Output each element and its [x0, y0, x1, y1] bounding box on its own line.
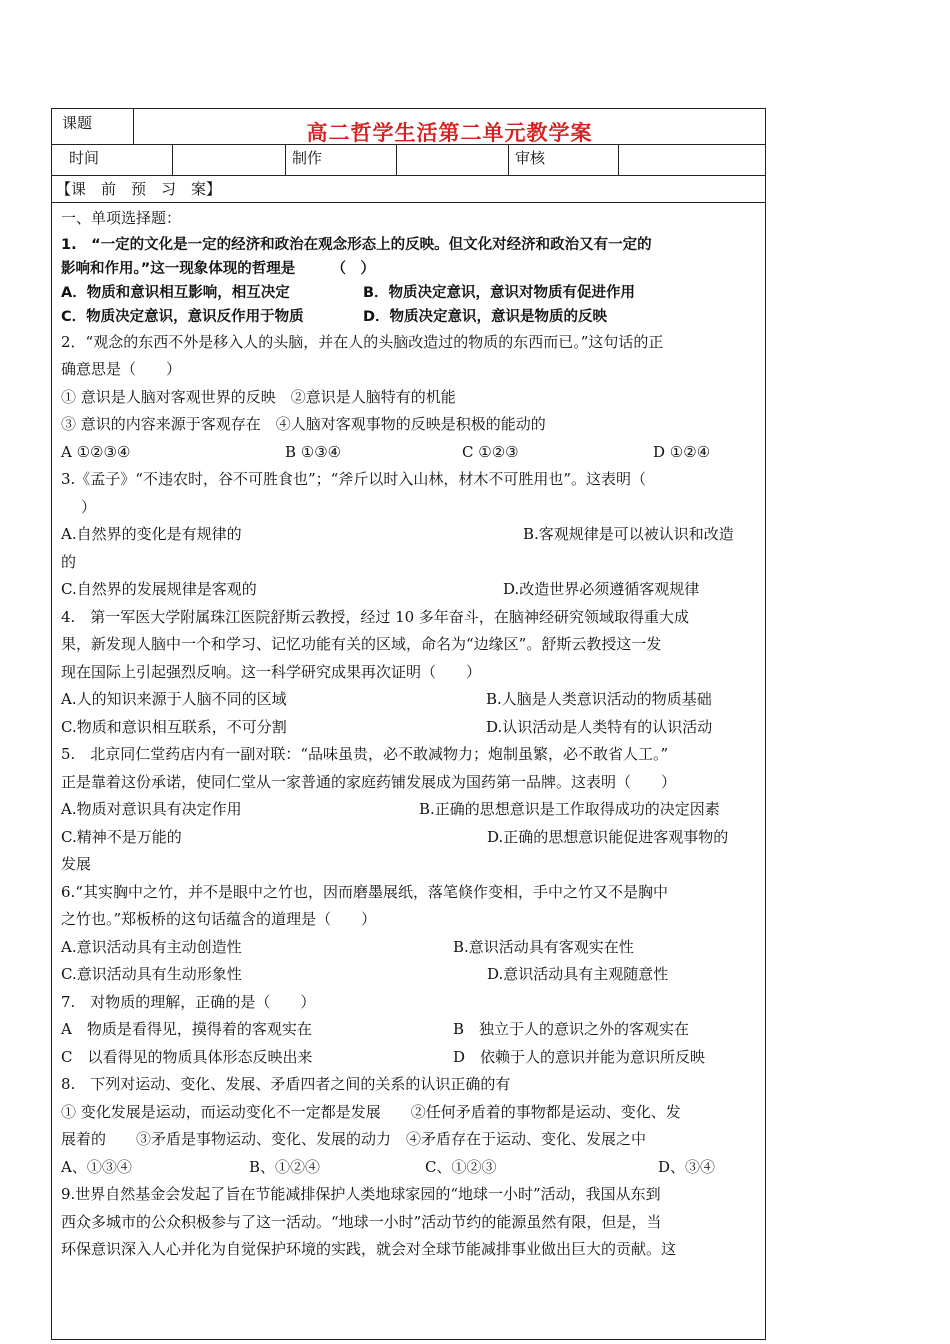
make-label: 制作 [292, 149, 323, 167]
q7-option-c: C 以看得见的物质具体形态反映出来 [61, 1047, 313, 1066]
col-divider [396, 144, 397, 175]
col-divider [172, 144, 173, 175]
q4-option-c: C.物质和意识相互联系，不可分割 [61, 717, 287, 736]
q1-option-b: B．物质决定意识，意识对物质有促进作用 [363, 284, 636, 301]
q8-option-b: B、①②④ [249, 1157, 321, 1176]
q4-option-a: A.人的知识来源于人脑不同的区域 [61, 690, 287, 708]
q6-option-c: C.意识活动具有生动形象性 [61, 965, 242, 983]
q1-options-ab [61, 281, 761, 305]
section-heading: 【课 前 预 习 案】 [56, 180, 222, 198]
q5-option-b: B.正确的思想意识是工作取得成功的决定因素 [419, 800, 720, 818]
q2-option-c: C ①②③ [462, 442, 519, 461]
q3-option-a: A.自然界的变化是有规律的 [61, 525, 242, 543]
q6-options-cd [61, 961, 761, 989]
q4-option-d: D.认识活动是人类特有的认识活动 [486, 717, 713, 736]
q5-stem-line2: 正是靠着这份承诺，使同仁堂从一家普通的家庭药铺发展成为国药第一品牌。这表明（ ） [61, 772, 677, 791]
q7-options-ab [61, 1016, 761, 1044]
q4-option-b: B.人脑是人类意识活动的物质基础 [486, 690, 712, 708]
lesson-plan-table [51, 108, 766, 1340]
q3-option-b-wrap: 的 [61, 552, 77, 571]
q6-option-d: D.意识活动具有主观随意性 [487, 965, 669, 983]
q4-stem-line1: 4. 第一军医大学附属珠江医院舒斯云教授，经过 10 多年奋斗，在脑神经研究领域取得重大成 [61, 607, 689, 626]
review-label: 审核 [515, 149, 546, 167]
q1-options-cd [61, 305, 761, 329]
q6-options-ab [61, 934, 761, 962]
q8-stem-line1: 8. 下列对运动、变化、发展、矛盾四者之间的关系的认识正确的有 [61, 1075, 511, 1093]
q6-stem-line2: 之竹也。”郑板桥的这句话蕴含的道理是（ ） [61, 910, 377, 928]
q3-stem-line2: ） [81, 497, 97, 516]
time-label: 时间 [69, 149, 100, 167]
q7-options-cd [61, 1044, 761, 1072]
q3-option-c: C.自然界的发展规律是客观的 [61, 580, 257, 598]
q2-choice-line2: ③ 意识的内容来源于客观存在 ④人脑对客观事物的反映是积极的能动的 [61, 415, 546, 433]
q3-options-cd [61, 576, 761, 604]
q2-stem-line2: 确意思是（ ） [61, 360, 182, 378]
q9-stem-line1: 9.世界自然基金会发起了旨在节能减排保护人类地球家园的“地球一小时”活动，我国从东到 [61, 1185, 661, 1203]
row-divider [52, 202, 765, 203]
q8-stem-line2: ① 变化发展是运动，而运动变化不一定都是发展 ②任何矛盾着的事物都是运动、变化、发 [61, 1102, 681, 1121]
q2-options [61, 439, 761, 467]
q2-option-d: D ①②④ [653, 442, 711, 461]
q3-options-ab [61, 521, 761, 549]
q2-choice-line1: ① 意识是人脑对客观世界的反映 ②意识是人脑特有的机能 [61, 387, 456, 406]
q5-options-ab [61, 796, 761, 824]
q2-option-a: A ①②③④ [61, 442, 131, 461]
q1-option-a: A．物质和意识相互影响，相互决定 [61, 284, 290, 301]
question-content [61, 205, 761, 1264]
q9-stem-line2: 西众多城市的公众积极参与了这一活动。“地球一小时”活动节约的能源虽然有限，但是，当 [61, 1212, 662, 1231]
q7-stem: 7. 对物质的理解，正确的是（ ） [61, 992, 316, 1011]
q5-option-d-wrap: 发展 [61, 855, 92, 873]
q4-options-cd [61, 714, 761, 742]
col-divider [618, 144, 619, 175]
q1-stem-line1: 1. “一定的文化是一定的经济和政治在观念形态上的反映。但文化对经济和政治又有一定的 [61, 236, 652, 253]
q7-option-d: D 依赖于人的意识并能为意识所反映 [453, 1047, 706, 1066]
q6-option-a: A.意识活动具有主动创造性 [61, 937, 242, 956]
q4-stem-line3: 现在国际上引起强烈反响。这一科学研究成果再次证明（ ） [61, 662, 482, 681]
q8-option-c: C、①②③ [425, 1157, 497, 1176]
q8-option-a: A、①③④ [61, 1157, 132, 1176]
q5-options-cd [61, 824, 761, 852]
q2-stem-line1: 2．“观念的东西不外是移入人的头脑，并在人的头脑改造过的物质的东西而已。”这句话的正 [61, 332, 664, 351]
q6-stem-line1: 6.“其实胸中之竹，并不是眼中之竹也，因而磨墨展纸，落笔倏作变相，手中之竹又不是胸中 [61, 882, 668, 901]
row-divider [52, 175, 765, 176]
topic-label: 课题 [62, 114, 93, 132]
q3-option-b: B.客观规律是可以被认识和改造 [523, 525, 734, 543]
q3-option-d: D.改造世界必须遵循客观规律 [503, 580, 700, 598]
q3-stem-line1: 3.《孟子》“不违农时，谷不可胜食也”；“斧斤以时入山林，材木不可胜用也”。这表明（ [61, 470, 646, 488]
q1-stem-line2: 影响和作用。”这一现象体现的哲理是 （ ） [61, 260, 376, 277]
q1-option-d: D．物质决定意识，意识是物质的反映 [363, 308, 608, 325]
col-divider [285, 144, 286, 175]
q8-options [61, 1154, 761, 1182]
q5-option-d: D.正确的思想意识能促进客观事物的 [487, 827, 729, 846]
q7-option-a: A 物质是看得见，摸得着的客观实在 [61, 1020, 312, 1038]
q9-stem-line3: 环保意识深入人心并化为自觉保护环境的实践，就会对全球节能减排事业做出巨大的贡献。这 [61, 1240, 677, 1258]
q6-option-b: B.意识活动具有客观实在性 [453, 937, 634, 956]
q7-option-b: B 独立于人的意识之外的客观实在 [453, 1020, 690, 1038]
q2-option-b: B ①③④ [285, 442, 342, 461]
section-title: 一、单项选择题： [61, 209, 182, 227]
q8-option-d: D、③④ [658, 1157, 716, 1176]
q1-option-c: C．物质决定意识，意识反作用于物质 [61, 308, 304, 325]
page-title: 高二哲学生活第二单元教学案 [306, 120, 593, 145]
q4-options-ab [61, 686, 761, 714]
q4-stem-line2: 果，新发现人脑中一个和学习、记忆功能有关的区域，命名为“边缘区”。舒斯云教授这一发 [61, 635, 662, 653]
col-divider [508, 144, 509, 175]
q8-stem-line3: 展着的 ③矛盾是事物运动、变化、发展的动力 ④矛盾存在于运动、变化、发展之中 [61, 1130, 647, 1148]
q5-option-c: C.精神不是万能的 [61, 827, 182, 846]
q5-option-a: A.物质对意识具有决定作用 [61, 800, 242, 818]
q5-stem-line1: 5. 北京同仁堂药店内有一副对联：“品味虽贵，必不敢减物力；炮制虽繁，必不敢省人工。” [61, 745, 669, 763]
